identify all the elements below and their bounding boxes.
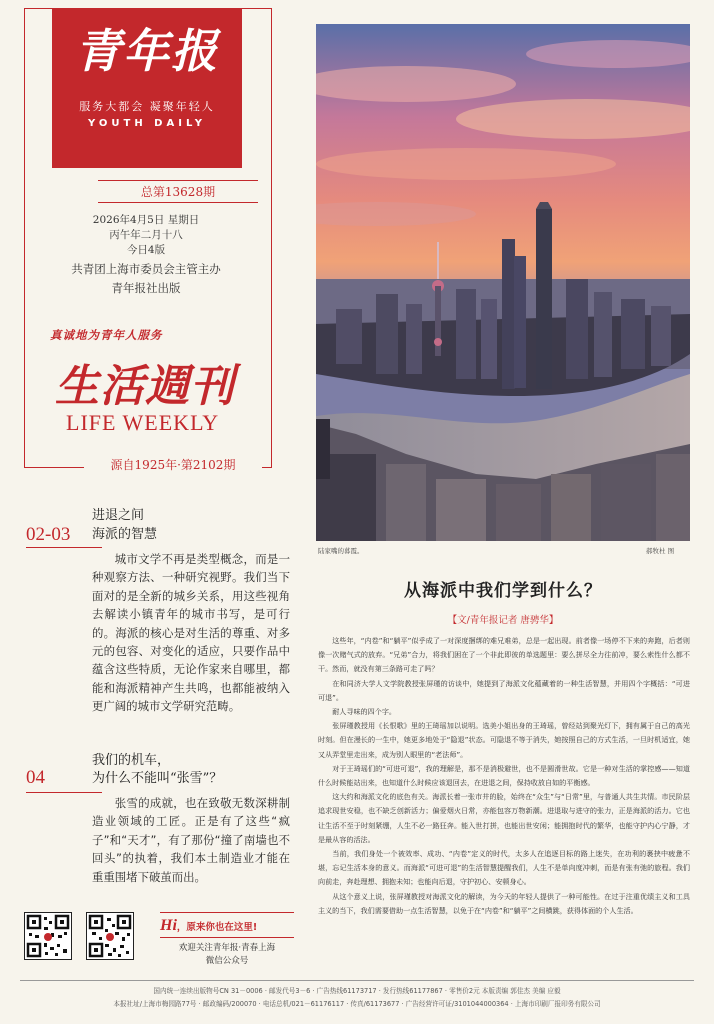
promo-banner: [160, 912, 294, 938]
promo-line2: 微信公众号: [205, 956, 249, 966]
page-count: 今日4版: [126, 244, 166, 256]
article-paragraph: 耐人寻味的四个字。: [332, 707, 397, 717]
issue-total: 总第13628期: [98, 180, 258, 203]
skyline-photo: [316, 24, 690, 541]
photo-credit: 郝牧杜 图: [646, 547, 675, 555]
article-paragraph: 这大约和海派文化的底色有关。海派长着一张市井的脸，始终在“众生”与“日常”里，与普通人共生共情。市民阶层追求现世安稳，也不缺乏创新活力；偏爱烟火日常，亦能包容万物新潮。进退取与进守的张力，正是海派的活力。它也让生活不至于时刻紧绷，人生不必一路狂奔。能入世打拼，也能出世安闲；能拥抱时代的繁华，也能守护内心宁静，才是最从容的活法。: [318, 792, 690, 844]
footer-rule: [20, 980, 694, 981]
section-2-body: 张雪的成就，也在致敬无数深耕制造业领域的工匠。正是有了这些“疯子”和“天才”，有了那份“撞了南墙也不回头”的执着，我们本土制造业才能在重重围堵下破茧而出。: [92, 796, 290, 884]
section-1-rule: [26, 547, 102, 548]
footer-line-2: 本报社址/上海市梅园路77号 · 邮政编码/200070 · 电话总机/021－61176117 · 传真/61173677 · 广告经营许可证/3101044000364 · 上海市印刷厂报印务有限公司: [113, 1000, 601, 1008]
article-body: [318, 634, 690, 918]
newspaper-english-name: YOUTH DAILY: [88, 118, 206, 129]
article-headline: 从海派中我们学到什么？: [404, 581, 602, 601]
article-paragraph: 张屏瑾教授用《长恨歌》里的王琦瑶加以说明。选美小姐出身的王琦瑶，曾经站到聚光灯下，拥有属于自己的高光时刻。但在漫长的一生中，她更多地处于“隐退”状态。可隐退不等于消失，她按照自己的方式生活，一旦时机适宜，她又从弄堂里走出来，成为别人眼里的“老法师”。: [318, 721, 690, 759]
qr-code-wechat[interactable]: [86, 912, 134, 960]
promo-line1: 欢迎关注青年报·青春上海: [178, 943, 276, 953]
footer-line-1: 国内统一连续出版物号CN 31－0006 · 邮发代号3－6 · 广告热线61173717 · 发行热线61177867 · 零售价2元 本版责编 郭佳杰 美编 应毅: [153, 987, 561, 995]
section-2-title-line1: 我们的机车，: [92, 753, 171, 768]
weekly-title-english: LIFE WEEKLY: [66, 410, 220, 435]
issue-date: 2026年4月5日 星期日: [92, 214, 200, 226]
section-2-title-line2: 为什么不能叫“张雪”？: [92, 771, 223, 786]
section-2-rule: [26, 792, 102, 793]
promo-hi: Hi: [160, 917, 177, 934]
sponsor-line: 共青团上海市委员会主管主办: [71, 262, 221, 276]
masthead-logo-block: [52, 8, 242, 168]
article-paragraph: 从这个意义上说，张屏瑾教授对海派文化的解读，为今天的年轻人提供了一种可能性。在过于注重优绩主义和工具主义的当下，我们需要借助一点生活智慧，以免于在“内卷”和“躺平”之间横跳，获得体面的个人生活。: [318, 891, 690, 915]
section-1-title-line1: 进退之间: [92, 508, 145, 523]
promo-headline: ，原来你也在这里!: [176, 922, 258, 933]
publisher-line: 青年报社出版: [111, 281, 181, 295]
wechat-promo: [160, 912, 294, 966]
photo-caption: 陆家嘴的暮霞。: [318, 547, 364, 555]
qr-pattern-icon: [87, 913, 133, 959]
section-2-pages: 04: [26, 767, 45, 788]
section-1-pages: 02-03: [26, 524, 71, 545]
qr-code-youth-daily[interactable]: [24, 912, 72, 960]
article-paragraph: 当前，我们身处一个被效率、成功、“内卷”定义的时代，太多人在追逐目标的路上迷失，在功利的裹挟中疲惫不堪，忘记生活本身的意义。而海派“可进可退”的生活智慧提醒我们，人生不是单向度冲刺，而是有张有弛的旅程。我们向前走，奔赴理想、拥抱未知；也能向后退，守护初心、安顿身心。: [318, 849, 690, 887]
article-paragraph: 在和同济大学人文学院教授张屏瑾的访谈中，她提到了海派文化蕴藏着的一种生活智慧，并用四个字概括：“可进可退”。: [318, 678, 690, 702]
article-byline: 【文/青年报记者 唐骋华】: [447, 615, 559, 626]
section-1-title-line2: 海派的智慧: [92, 527, 158, 542]
lunar-date: 丙午年二月十八: [109, 229, 183, 241]
article-paragraph: 对于王琦瑶们的“可进可退”，我的理解是，那不是消极避世，也不是圆滑世故。它是一种对生活的掌控感——知道什么时候能站出来，也知道什么时候应该退回去，在进退之间，保持收放自如的平衡感。: [318, 763, 690, 788]
weekly-title: 生活週刊: [55, 361, 235, 412]
section-1-body: 城市文学不再是类型概念，而是一种观察方法、一种研究视野。我们当下面对的是全新的城乡关系，用这些视角去解读小镇青年的城市书写，是可行的。海派的核心是对生活的尊重、对多元的包容、对变化的适应，只要作品中蕴含这些特质，无论作家来自哪里，都能和海派精神产生共鸣，也都能被纳入更广阔的城市文学研究范畴。: [92, 552, 290, 714]
weekly-motto: 真诚地为青年人服务: [50, 328, 163, 342]
newspaper-slogan: 服务大都会 凝聚年轻人: [79, 100, 215, 113]
article-paragraph: 这些年，“内卷”和“躺平”似乎成了一对深度捆绑的难兄难弟，总是一起出现。前者像一场停不下来的奔跑，后者则像一次赌气式的放弃。“兄弟”合力，将我们困在了一个非此即彼的单选题里：要么拼尽全力往前冲，要么索性什么都不干。然而，就没有第三条路可走了吗？: [318, 636, 690, 674]
qr-pattern-icon: [25, 913, 71, 959]
weekly-issue: 源自1925年·第2102期: [84, 456, 262, 473]
skyline-illustration: [316, 24, 690, 541]
newspaper-logo: 青年报: [75, 24, 219, 78]
